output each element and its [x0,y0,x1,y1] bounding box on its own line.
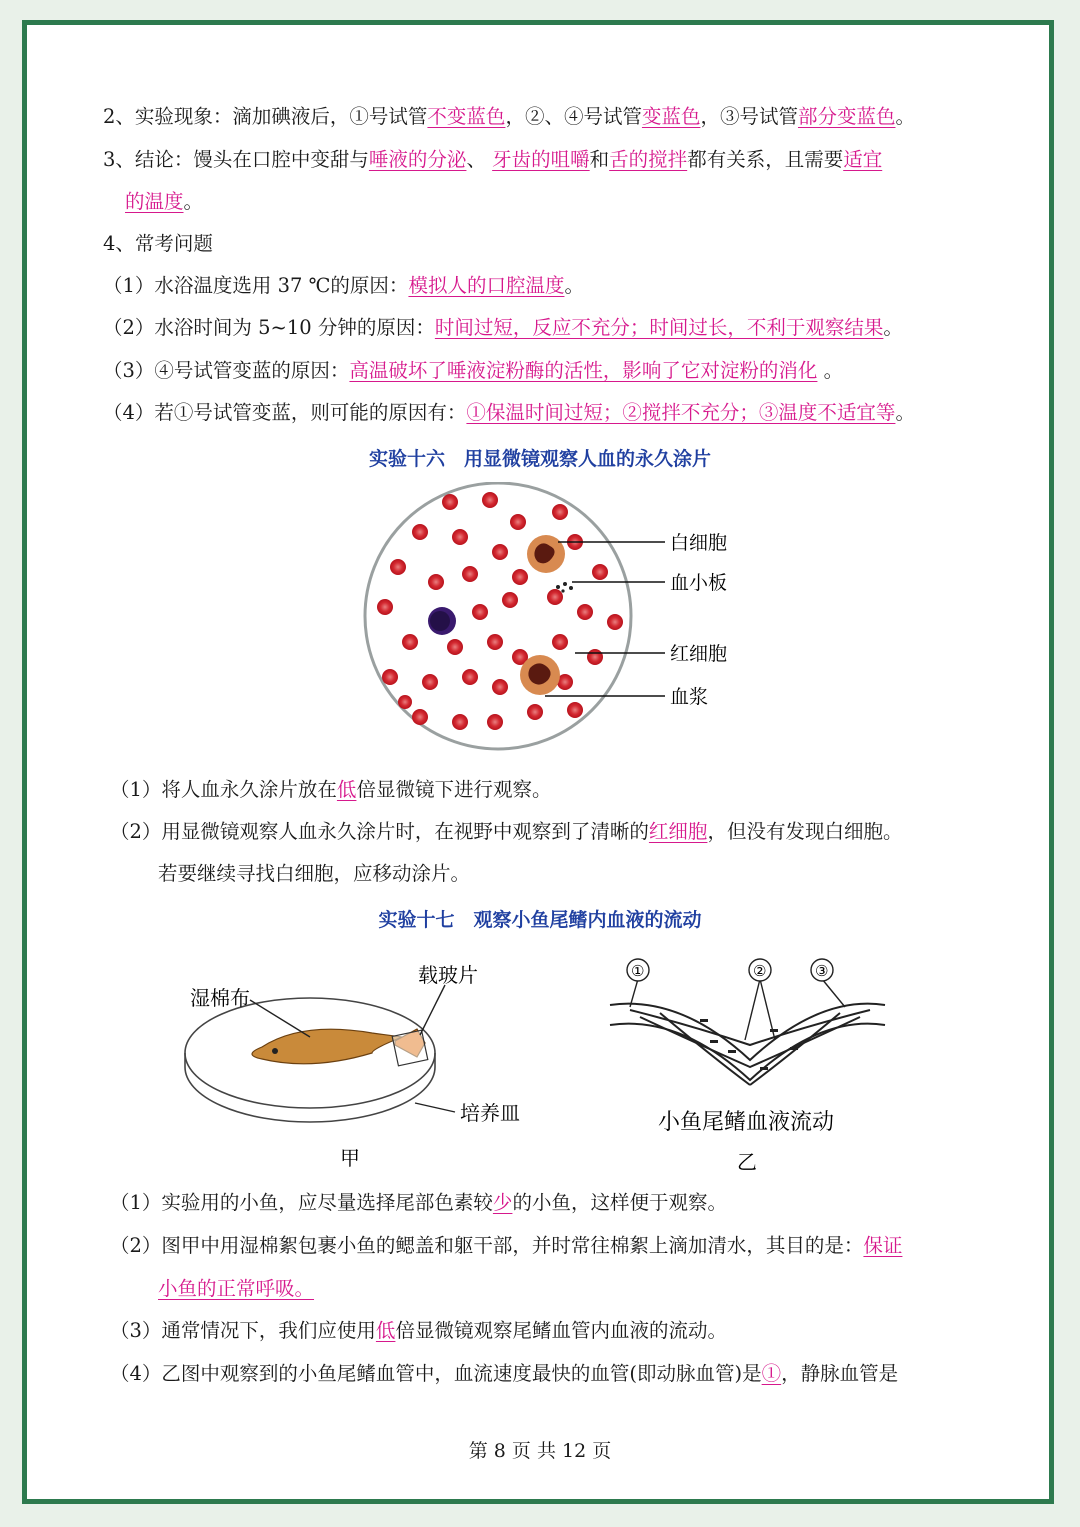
text: （1）水浴温度选用 37 ℃的原因： [103,274,409,297]
answer: 不变蓝色 [427,105,506,128]
text: 倍显微镜观察尾鳍血管内血液的流动。 [395,1319,727,1342]
text: （1）将人血永久涂片放在 [110,778,337,801]
text: 2、实验现象：滴加碘液后，①号试管 [103,105,428,128]
text: （1）实验用的小鱼，应尽量选择尾部色素较 [110,1191,493,1214]
answer: 部分变蓝色 [797,105,896,128]
text: （4）乙图中观察到的小鱼尾鳍血管中，血流速度最快的血管(即动脉血管)是 [110,1362,762,1385]
answer: 红细胞 [648,820,708,843]
answer: ①保温时间过短；②搅拌不充分；③温度不适宜等 [466,401,896,424]
text: 都有关系，且需要 [687,148,844,171]
label-wbc: 白细胞 [670,532,728,554]
text: 。 [895,105,916,128]
fish-q1 [110,1190,727,1216]
blood-q2 [110,819,902,845]
text: ，静脉血管是 [781,1362,899,1385]
answer: 适宜 [843,148,883,171]
question-2 [103,315,903,341]
blood-q2-cont: 若要继续寻找白细胞，应移动涂片。 [158,862,471,885]
label-rbc: 红细胞 [670,643,728,665]
page-footer: 第 8 页 共 12 页 [468,1440,612,1462]
text: 。 [183,190,204,213]
conclusion-line [103,147,882,173]
text: 。 [883,316,903,339]
text: （4）若①号试管变蓝，则可能的原因有： [103,401,467,424]
answer: 小鱼的正常呼吸。 [158,1277,315,1300]
text: 、 [466,148,493,171]
label-cotton: 湿棉布 [190,986,250,1010]
text: （3）④号试管变蓝的原因： [103,359,350,382]
answer: ① [761,1362,782,1385]
text: 3、结论：馒头在口腔中变甜与 [103,148,369,171]
fish-q2-cont [158,1276,314,1302]
text: （2）水浴时间为 5~10 分钟的原因： [103,316,435,339]
vessel-caption: 小鱼尾鳍血液流动 [658,1110,835,1135]
text: ，②、④号试管 [505,105,642,128]
label-n2: ② [753,962,767,980]
text: 。 [564,274,584,297]
section-title-16: 实验十六 用显微镜观察人血的永久涂片 [368,448,711,470]
question-1 [103,273,584,299]
answer: 舌的搅拌 [609,148,688,171]
vessel-flow-figure [600,955,900,1175]
label-slide: 载玻片 [418,963,478,987]
label-dish: 培养皿 [460,1101,520,1125]
label-n1: ① [631,962,645,980]
result-line [103,104,915,130]
question-3 [103,358,843,384]
fish-q3 [110,1318,727,1344]
label-n3: ③ [815,962,829,980]
text: 。 [895,401,915,424]
answer: 的温度 [125,190,184,213]
text: （2）图甲中用湿棉絮包裹小鱼的鳃盖和躯干部，并时常往棉絮上滴加清水，其目的是： [110,1234,864,1257]
label-jia: 甲 [340,1146,360,1170]
section-title-17: 实验十七 观察小鱼尾鳍内血液的流动 [378,909,702,931]
text: （2）用显微镜观察人血永久涂片时，在视野中观察到了清晰的 [110,820,649,843]
answer: 保证 [863,1234,903,1257]
text: ，③号试管 [700,105,798,128]
answer: 高温破坏了唾液淀粉酶的活性，影响了它对淀粉的消化 [349,359,818,382]
label-platelet: 血小板 [670,572,728,594]
blood-q1 [110,777,551,803]
label-plasma: 血浆 [670,686,709,708]
blood-smear-figure [360,482,760,754]
answer: 少 [492,1191,513,1214]
label-yi: 乙 [737,1150,757,1174]
number-circles [627,959,833,981]
answer: 时间过短，反应不充分；时间过长，不利于观察结果 [434,316,884,339]
number-lines [630,979,845,1040]
fish-q4 [110,1361,898,1387]
answer: 低 [336,778,357,801]
lymphocyte-nucleus [430,611,450,631]
answer: 低 [375,1319,396,1342]
fish-q2 [110,1233,902,1259]
text: 的小鱼，这样便于观察。 [512,1191,727,1214]
slide-shape [392,1030,428,1066]
answer: 唾液的分泌 [368,148,467,171]
vessel-lines [610,1004,885,1085]
section-heading: 4、常考问题 [103,232,213,255]
white-blood-cell-bottom [520,655,560,695]
white-blood-cell-top [527,535,565,573]
text: （3）通常情况下，我们应使用 [110,1319,376,1342]
text: 和 [589,148,610,171]
answer: 牙齿的咀嚼 [492,148,590,171]
question-4 [103,400,915,426]
answer: 模拟人的口腔温度 [408,274,565,297]
text: 。 [817,359,844,382]
fish-dish-figure [180,955,540,1175]
text: ，但没有发现白细胞。 [707,820,903,843]
conclusion-line-2 [125,189,203,215]
answer: 变蓝色 [641,105,701,128]
text: 倍显微镜下进行观察。 [356,778,552,801]
